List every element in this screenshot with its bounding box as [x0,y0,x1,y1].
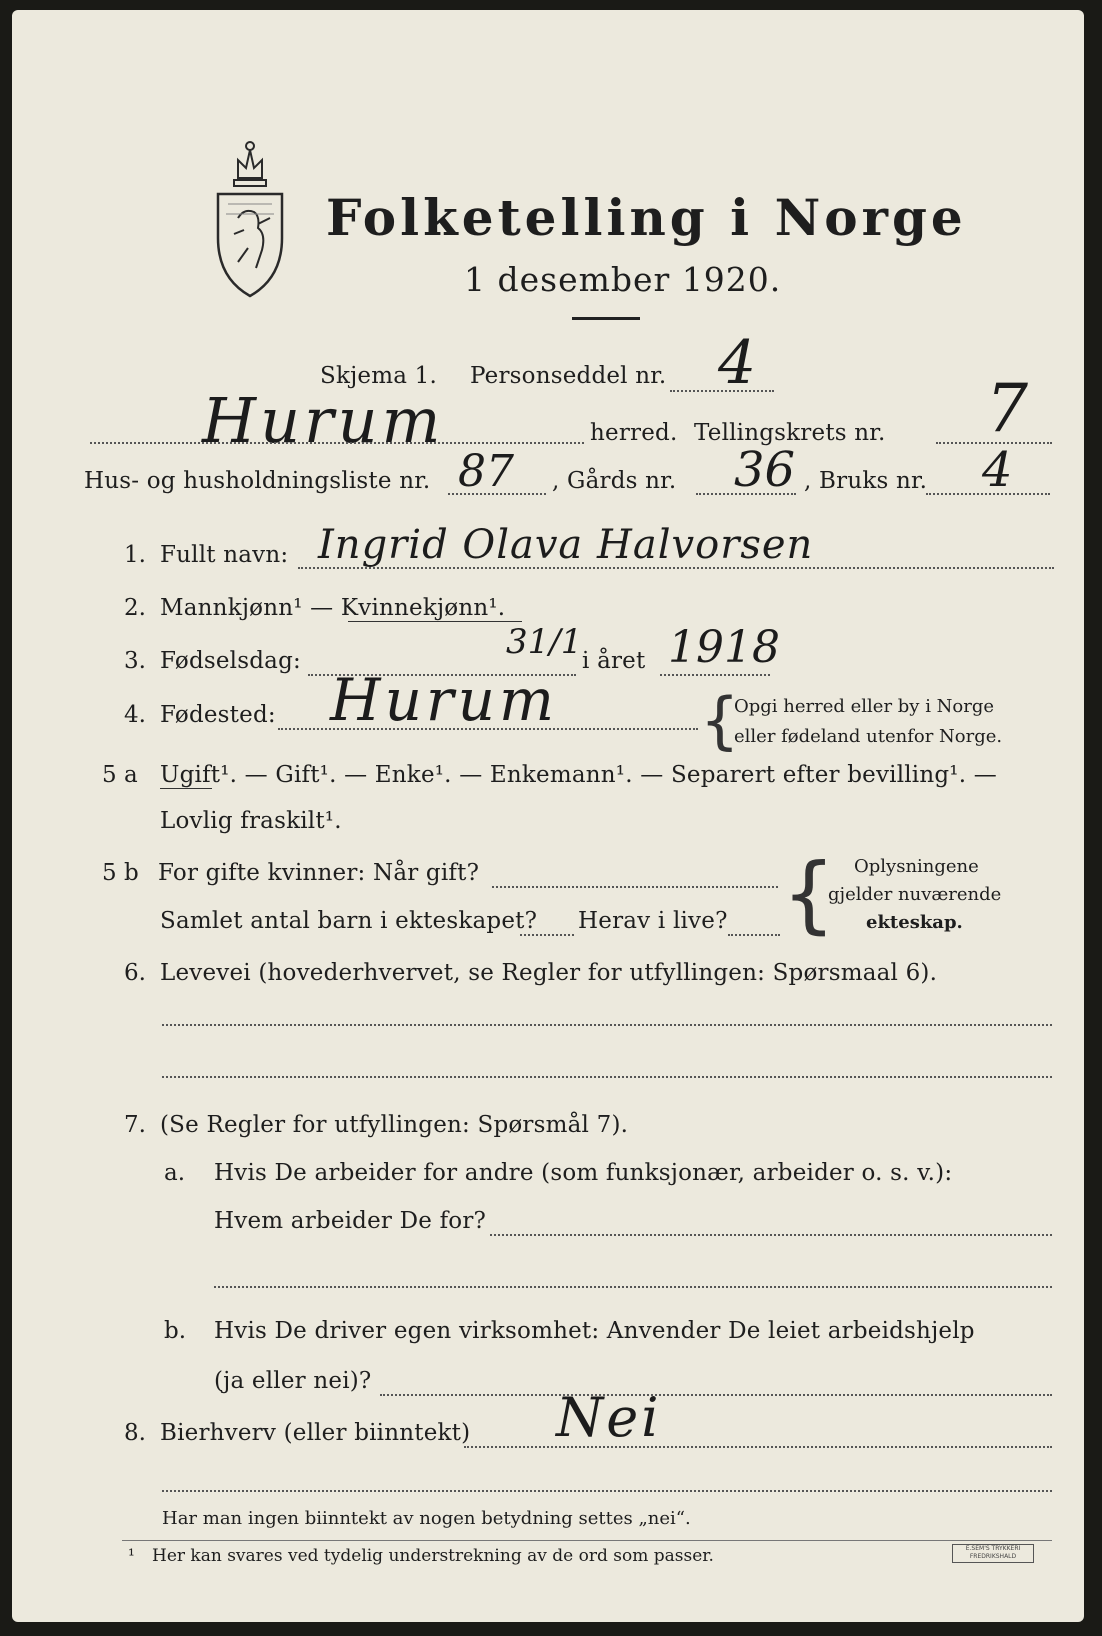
tellingskrets-value[interactable]: 7 [986,370,1028,447]
q5b-children-label: Samlet antal barn i ekteskapet? [160,908,538,934]
q1-label: Fullt navn: [160,542,289,568]
q5b-when-married-label: For gifte kvinner: Når gift? [158,860,480,886]
birthplace-value[interactable]: Hurum [330,666,559,734]
kvinnekjonn-underline [348,621,522,622]
bruks-label: , Bruks nr. [804,468,928,494]
herred-line [90,442,584,444]
q3-number: 3. [124,648,146,674]
q5a-number: 5 a [102,762,138,788]
personseddel-value[interactable]: 4 [718,328,757,398]
q4-number: 4. [124,702,146,728]
q5b-when-married-line [492,886,778,888]
q7b-answer-line [380,1394,1052,1396]
nei-instruction: Har man ingen biinntekt av nogen betydning settes „nei“. [162,1508,691,1529]
bruks-value[interactable]: 4 [982,442,1013,498]
q3-year-line [660,674,770,676]
form-title: Folketelling i Norge [326,188,967,247]
q7-number: 7. [124,1112,146,1138]
q6-number: 6. [124,960,146,986]
full-name-value[interactable]: Ingrid Olava Halvorsen [318,522,814,568]
q7b-line2: (ja eller nei)? [214,1368,372,1394]
q6-line2 [162,1076,1052,1078]
gender-options: Mannkjønn¹ — Kvinnekjønn¹. [160,595,506,621]
q7a-answer-line2 [214,1286,1052,1288]
q5b-note-line1: Oplysningene [854,856,979,877]
skjema-label: Skjema 1. [320,363,438,389]
herred-label: herred. [590,420,678,446]
q2-number: 2. [124,595,146,621]
q7a-line1: Hvis De arbeider for andre (som funksjonær, arbeider o. s. v.): [214,1160,953,1186]
q8-label: Bierhverv (eller biinntekt) [160,1420,471,1446]
side-income-value[interactable]: Nei [556,1386,662,1449]
tellingskrets-label: Tellingskrets nr. [694,420,886,446]
birth-year-value[interactable]: 1918 [668,622,780,673]
q6-line1 [162,1024,1052,1026]
footnote-text: Her kan svares ved tydelig understrekning av de ord som passer. [152,1546,714,1566]
herred-value[interactable]: Hurum [202,384,445,457]
q7a-line2: Hvem arbeider De for? [214,1208,487,1234]
ugift-underline [160,788,212,789]
q7b-letter: b. [164,1318,187,1344]
gards-label: , Gårds nr. [552,468,677,494]
q7-label: (Se Regler for utfyllingen: Spørsmål 7). [160,1112,629,1138]
q8-line2 [162,1490,1052,1492]
q8-number: 8. [124,1420,146,1446]
husliste-value[interactable]: 87 [458,446,514,497]
footnote-divider [122,1540,1052,1541]
marital-status-options-line2: Lovlig fraskilt¹. [160,808,342,834]
printer-stamp-line2: FREDRIKSHALD [969,1553,1017,1560]
q5b-alive-line [728,934,780,936]
footnote-mark: ¹ [128,1546,135,1566]
husliste-label: Hus- og husholdningsliste nr. [84,468,431,494]
q4-label: Fødested: [160,702,276,728]
birth-day-value[interactable]: 31/1 [506,622,583,662]
q3-year-label: i året [582,648,646,674]
q4-brace: { [700,684,740,757]
q3-label: Fødselsdag: [160,648,301,674]
q8-line [464,1446,1052,1448]
q7a-letter: a. [164,1160,186,1186]
marital-status-options: Ugift¹. — Gift¹. — Enke¹. — Enkemann¹. — Separert efter bevilling¹. — [160,762,997,788]
printer-stamp-line1: E.SEM'S TRYKKERI [965,1545,1021,1552]
q4-note-line1: Opgi herred eller by i Norge [734,696,995,717]
q5b-alive-label: Herav i live? [578,908,728,934]
title-divider [572,317,640,320]
q1-number: 1. [124,542,146,568]
printer-stamp [952,1544,1034,1563]
q6-label: Levevei (hovederhvervet, se Regler for utfyllingen: Spørsmaal 6). [160,960,938,986]
census-form [12,10,1084,1622]
coat-of-arms-icon [208,138,292,300]
q5b-note-line2: gjelder nuværende [828,884,1002,905]
q4-note-line2: eller fødeland utenfor Norge. [734,726,1003,747]
q5b-brace: { [782,845,836,943]
gards-value[interactable]: 36 [734,442,796,498]
q7a-answer-line [490,1234,1052,1236]
q7b-line1: Hvis De driver egen virksomhet: Anvender De leiet arbeidshjelp [214,1318,975,1344]
personseddel-label: Personseddel nr. [470,363,667,389]
census-date: 1 desember 1920. [464,260,782,299]
q5b-note-line3: ekteskap. [866,912,963,933]
q5b-number: 5 b [102,860,139,886]
q5b-children-line [520,934,574,936]
